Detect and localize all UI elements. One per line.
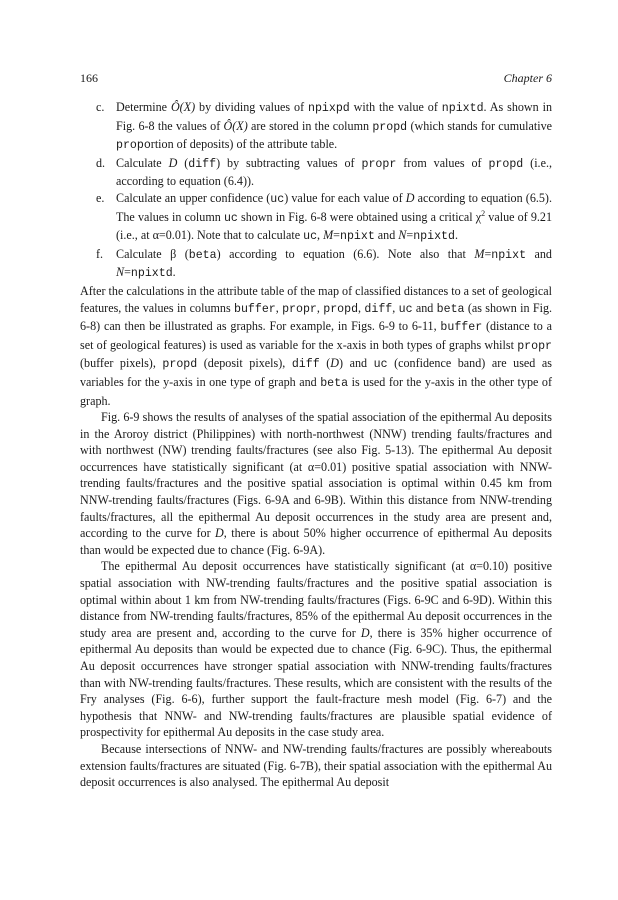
text-run: rtion of deposits) of the attribute table. [150, 137, 338, 152]
code-term: diff [291, 358, 320, 372]
text-run: ) and [339, 356, 374, 371]
text-run: ) according to equation (6.6). Note also that [216, 246, 475, 261]
text-run: and [374, 228, 399, 243]
text-run: (as shown in Fig. 6-8) can then be illustrated as graphs. For example, in Figs. 6-9 to 6-11, [80, 300, 553, 334]
text-run: (distance to a set of geological features) is used as variable for the x-axis in both types of graphs whilst [80, 319, 553, 352]
text-run: , [275, 300, 283, 315]
text-run: ( [177, 155, 189, 170]
code-term: npixtd [130, 267, 173, 281]
step-label: d. [96, 155, 106, 170]
text-run: shown in Fig. 6-8 were obtained using a critical χ [237, 209, 482, 224]
step-label: e. [96, 190, 105, 205]
paragraph [80, 283, 552, 409]
text-run: by dividing values of [195, 100, 308, 114]
code-term: propr [361, 157, 397, 171]
page-header [80, 70, 552, 86]
code-term: npixpd [308, 102, 350, 115]
code-term: uc [303, 230, 318, 244]
code-term: npixt [491, 248, 527, 262]
text-run: (confidence band) are used as variables for the y-axis in one type of graph and [80, 356, 552, 389]
code-term: npixt [339, 230, 375, 244]
step-label: f. [96, 246, 104, 261]
text-run: = [124, 265, 131, 280]
code-term: beta [436, 302, 465, 316]
body-paragraphs [80, 283, 552, 791]
procedure-steps [80, 99, 552, 283]
math-symbol: D [360, 625, 370, 640]
superscript: 2 [481, 208, 486, 218]
code-term: uc [373, 358, 388, 372]
code-term: npixtd [441, 102, 484, 115]
text-run: with the value of [349, 100, 442, 114]
text-run: , there is about 50% higher occurrence of epithermal Au deposits than would be expected due to chance (Fig. 6-9A). [80, 526, 552, 557]
text-run: , [316, 300, 324, 315]
text-run: and [526, 246, 552, 261]
procedure-step [80, 99, 552, 155]
code-term: buffer [233, 302, 276, 316]
code-term: beta [320, 376, 349, 390]
math-symbol: M [474, 246, 485, 261]
page-body [80, 99, 552, 791]
text-run: Determine [116, 100, 171, 114]
chapter-title: Chapter 6 [503, 71, 552, 85]
procedure-step [80, 190, 552, 246]
text-run: ) value for each value of [284, 190, 406, 205]
text-run: ) by subtracting values of [216, 155, 362, 170]
text-run: according to equation (6.5). The values in column [116, 190, 552, 224]
paragraph [80, 409, 552, 558]
code-term: propd [323, 302, 359, 316]
text-run: (which stands for cumulative [407, 118, 553, 133]
code-term: npixtd [413, 230, 455, 244]
text-run: The epithermal Au deposit occurrences have statistically significant (at α=0.10) positive spatial association with NW-trending faults/fractures and the positive spatial association is optimal within about 1 km from NW-trending faults/fractures (Figs. 6-9C and 6-9D). Within this distance from NW-trending faults/fractures, 85% of the epithermal Au deposit occurrences in the study area are present and, according to the curve for [80, 559, 552, 640]
code-term: propr [517, 339, 552, 353]
math-symbol: D [405, 190, 415, 205]
text-run: . As shown in Fig. 6-8 the values of [116, 100, 553, 133]
text-run: , there is 35% higher occurrence of epithermal Au deposits than would be expected due to chance (Fig. 6-9C). Thus, the epithermal Au deposit occurrences have stronger spatial association with NNW-trending faults/fractures than with NW-trending faults/fractures. These results, which are consistent with the results of the Fry analyses (Fig. 6-6), further support the fault-fracture mesh model (Fig. 6-7) and the hypothesis that NNW- and NW-trending faults/fractures are plausible spatial evidence of prospectivity for epithermal Au deposits in the case study area. [80, 625, 552, 740]
code-term: propo [116, 139, 151, 153]
text-run: . [172, 265, 176, 280]
text-run: value of 9.21 (i.e., at α=0.01). Note that to calculate [116, 209, 552, 243]
code-term: diff [364, 302, 393, 316]
paragraph [80, 741, 552, 791]
code-term: uc [223, 211, 238, 225]
math-symbol: Ô(X) [223, 118, 248, 133]
text-run: Calculate β ( [116, 246, 189, 261]
text-run: , [392, 300, 399, 315]
procedure-step [80, 246, 552, 283]
text-run: ( [319, 356, 331, 371]
text-run: = [406, 228, 414, 243]
math-symbol: N [116, 265, 125, 280]
code-term: propr [282, 302, 317, 316]
procedure-step [80, 155, 552, 190]
code-term: buffer [440, 321, 483, 335]
code-term: propd [372, 120, 408, 134]
math-symbol: D [168, 155, 178, 170]
math-symbol: D [215, 526, 224, 541]
code-term: beta [188, 248, 217, 262]
code-term: uc [270, 192, 285, 206]
text-run: , [317, 228, 324, 243]
text-run: (i.e., according to equation (6.4)). [116, 155, 552, 189]
text-run: (buffer pixels), [80, 356, 163, 371]
text-run: and [412, 300, 437, 315]
text-run: = [484, 246, 492, 261]
text-run: Fig. 6-9 shows the results of analyses of the spatial association of the epithermal Au deposits in the Aroroy district (Philippines) with north-northwest (NNW) trending faults/fractures and with northwest (NW) trending faults/fractures (see also Fig. 5-13). The epithermal Au deposit occurrences have statistically significant (at α=0.01) positive spatial association with NNW-trending faults/fractures and the positive spatial association is optimal within 0.45 km from NNW-trending faults/fractures (Figs. 6-9A and 6-9B). Within this distance from NNW-trending faults/fractures, all the epithermal Au deposit occurrences in the study area are present and, according to the curve for [80, 410, 552, 541]
text-run: are stored in the column [247, 118, 373, 133]
text-run: After the calculations in the attribute table of the map of classified distances to a set of geological features, the values in columns [80, 283, 552, 315]
step-label: c. [96, 100, 105, 114]
math-symbol: D [330, 356, 339, 371]
math-symbol: M [323, 228, 334, 243]
text-run: is used for the y-axis in the other type of graph. [80, 374, 552, 408]
text-run: . [454, 228, 458, 243]
math-symbol: Ô(X) [170, 100, 196, 114]
text-run: Because intersections of NNW- and NW-trending faults/fractures are possibly whereabouts extension faults/fractures are situated (Fig. 6-7B), their spatial association with the epithermal Au deposit occurrences is also analysed. The epithermal Au deposit [80, 741, 552, 790]
paragraph [80, 558, 552, 741]
text-run: , [358, 300, 365, 315]
code-term: propd [488, 157, 524, 171]
math-symbol: N [398, 228, 407, 243]
text-run: (deposit pixels), [197, 356, 292, 371]
page-number: 166 [80, 71, 98, 85]
text-run: Calculate an upper confidence ( [116, 190, 271, 205]
code-term: uc [398, 302, 413, 316]
text-run: = [333, 228, 340, 243]
text-run: from values of [396, 155, 489, 170]
code-term: propd [162, 358, 198, 372]
text-run: Calculate [116, 155, 169, 170]
code-term: diff [188, 157, 217, 171]
